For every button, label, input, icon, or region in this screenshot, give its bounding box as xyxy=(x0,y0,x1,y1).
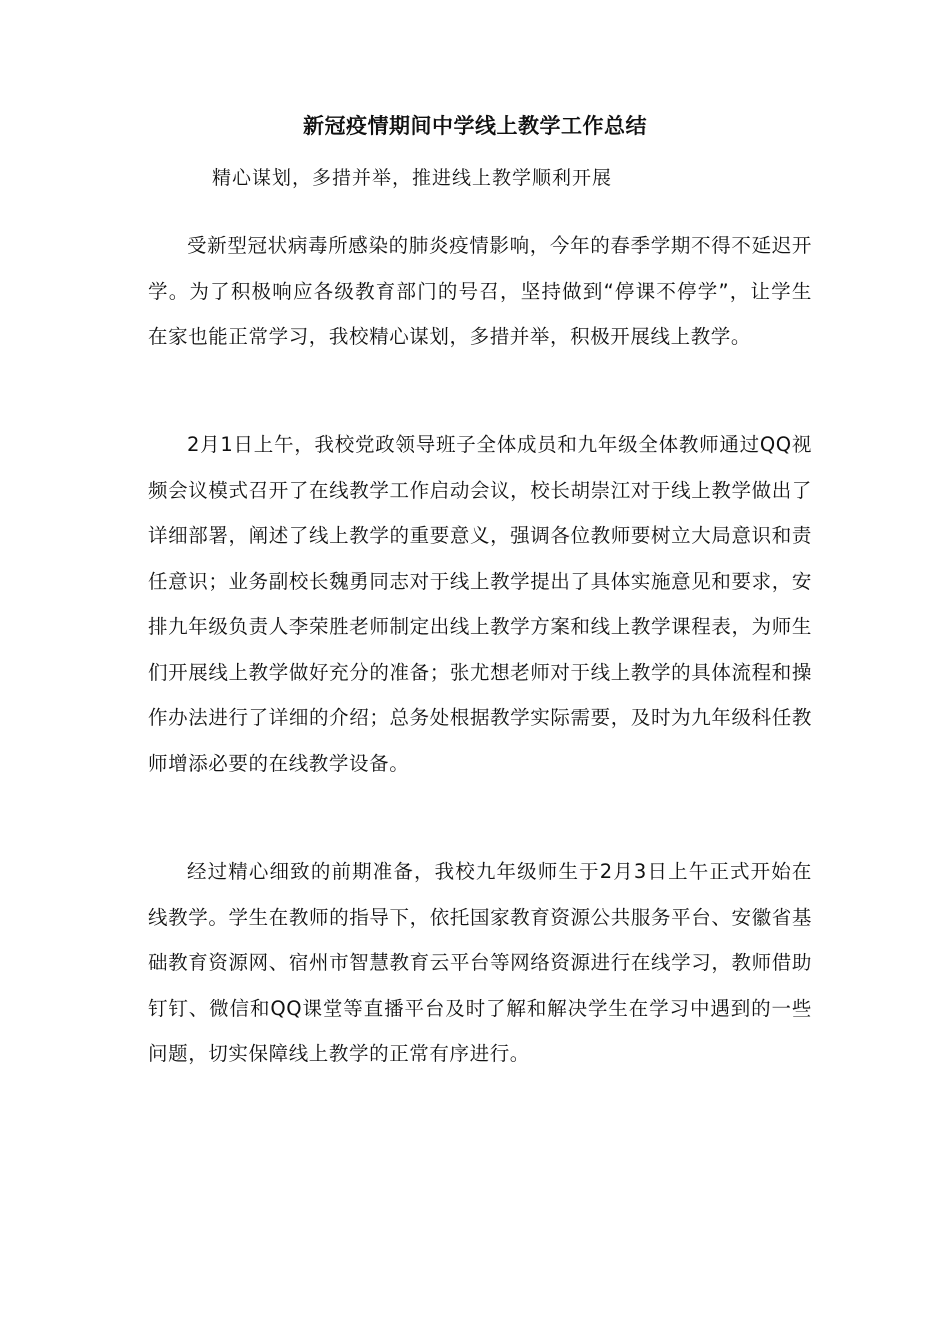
document-subtitle: 精心谋划，多措并举，推进线上教学顺利开展 xyxy=(212,167,613,189)
paragraph-2: 2月1日上午，我校党政领导班子全体成员和九年级全体教师通过QQ视频会议模式召开了在线教学工作启动会议，校长胡崇江对于线上教学做出了详细部署，阐述了线上教学的重要意义，强调各位教师要树立大局意识和责任意识；业务副校长魏勇同志对于线上教学提出了具体实施意见和要求，安排九年级负责人李荣胜老师制定出线上教学方案和线上教学课程表，为师生们开展线上教学做好充分的准备；张尤想老师对于线上教学的具体流程和操作办法进行了详细的介绍；总务处根据教学实际需要，及时为九年级科任教师增添必要的在线教学设备。 xyxy=(148,433,812,775)
paragraph-3: 经过精心细致的前期准备，我校九年级师生于2月3日上午正式开始在线教学。学生在教师的指导下，依托国家教育资源公共服务平台、安徽省基础教育资源网、宿州市智慧教育云平台等网络资源进行在线学习，教师借助钉钉、微信和QQ课堂等直播平台及时了解和解决学生在学习中遇到的一些问题，切实保障线上教学的正常有序进行。 xyxy=(148,860,812,1065)
document-title: 新冠疫情期间中学线上教学工作总结 xyxy=(303,114,647,138)
paragraph-1: 受新型冠状病毒所感染的肺炎疫情影响，今年的春季学期不得不延迟开学。为了积极响应各级教育部门的号召，坚持做到“停课不停学”，让学生在家也能正常学习，我校精心谋划，多措并举，积极开展线上教学。 xyxy=(148,234,812,348)
